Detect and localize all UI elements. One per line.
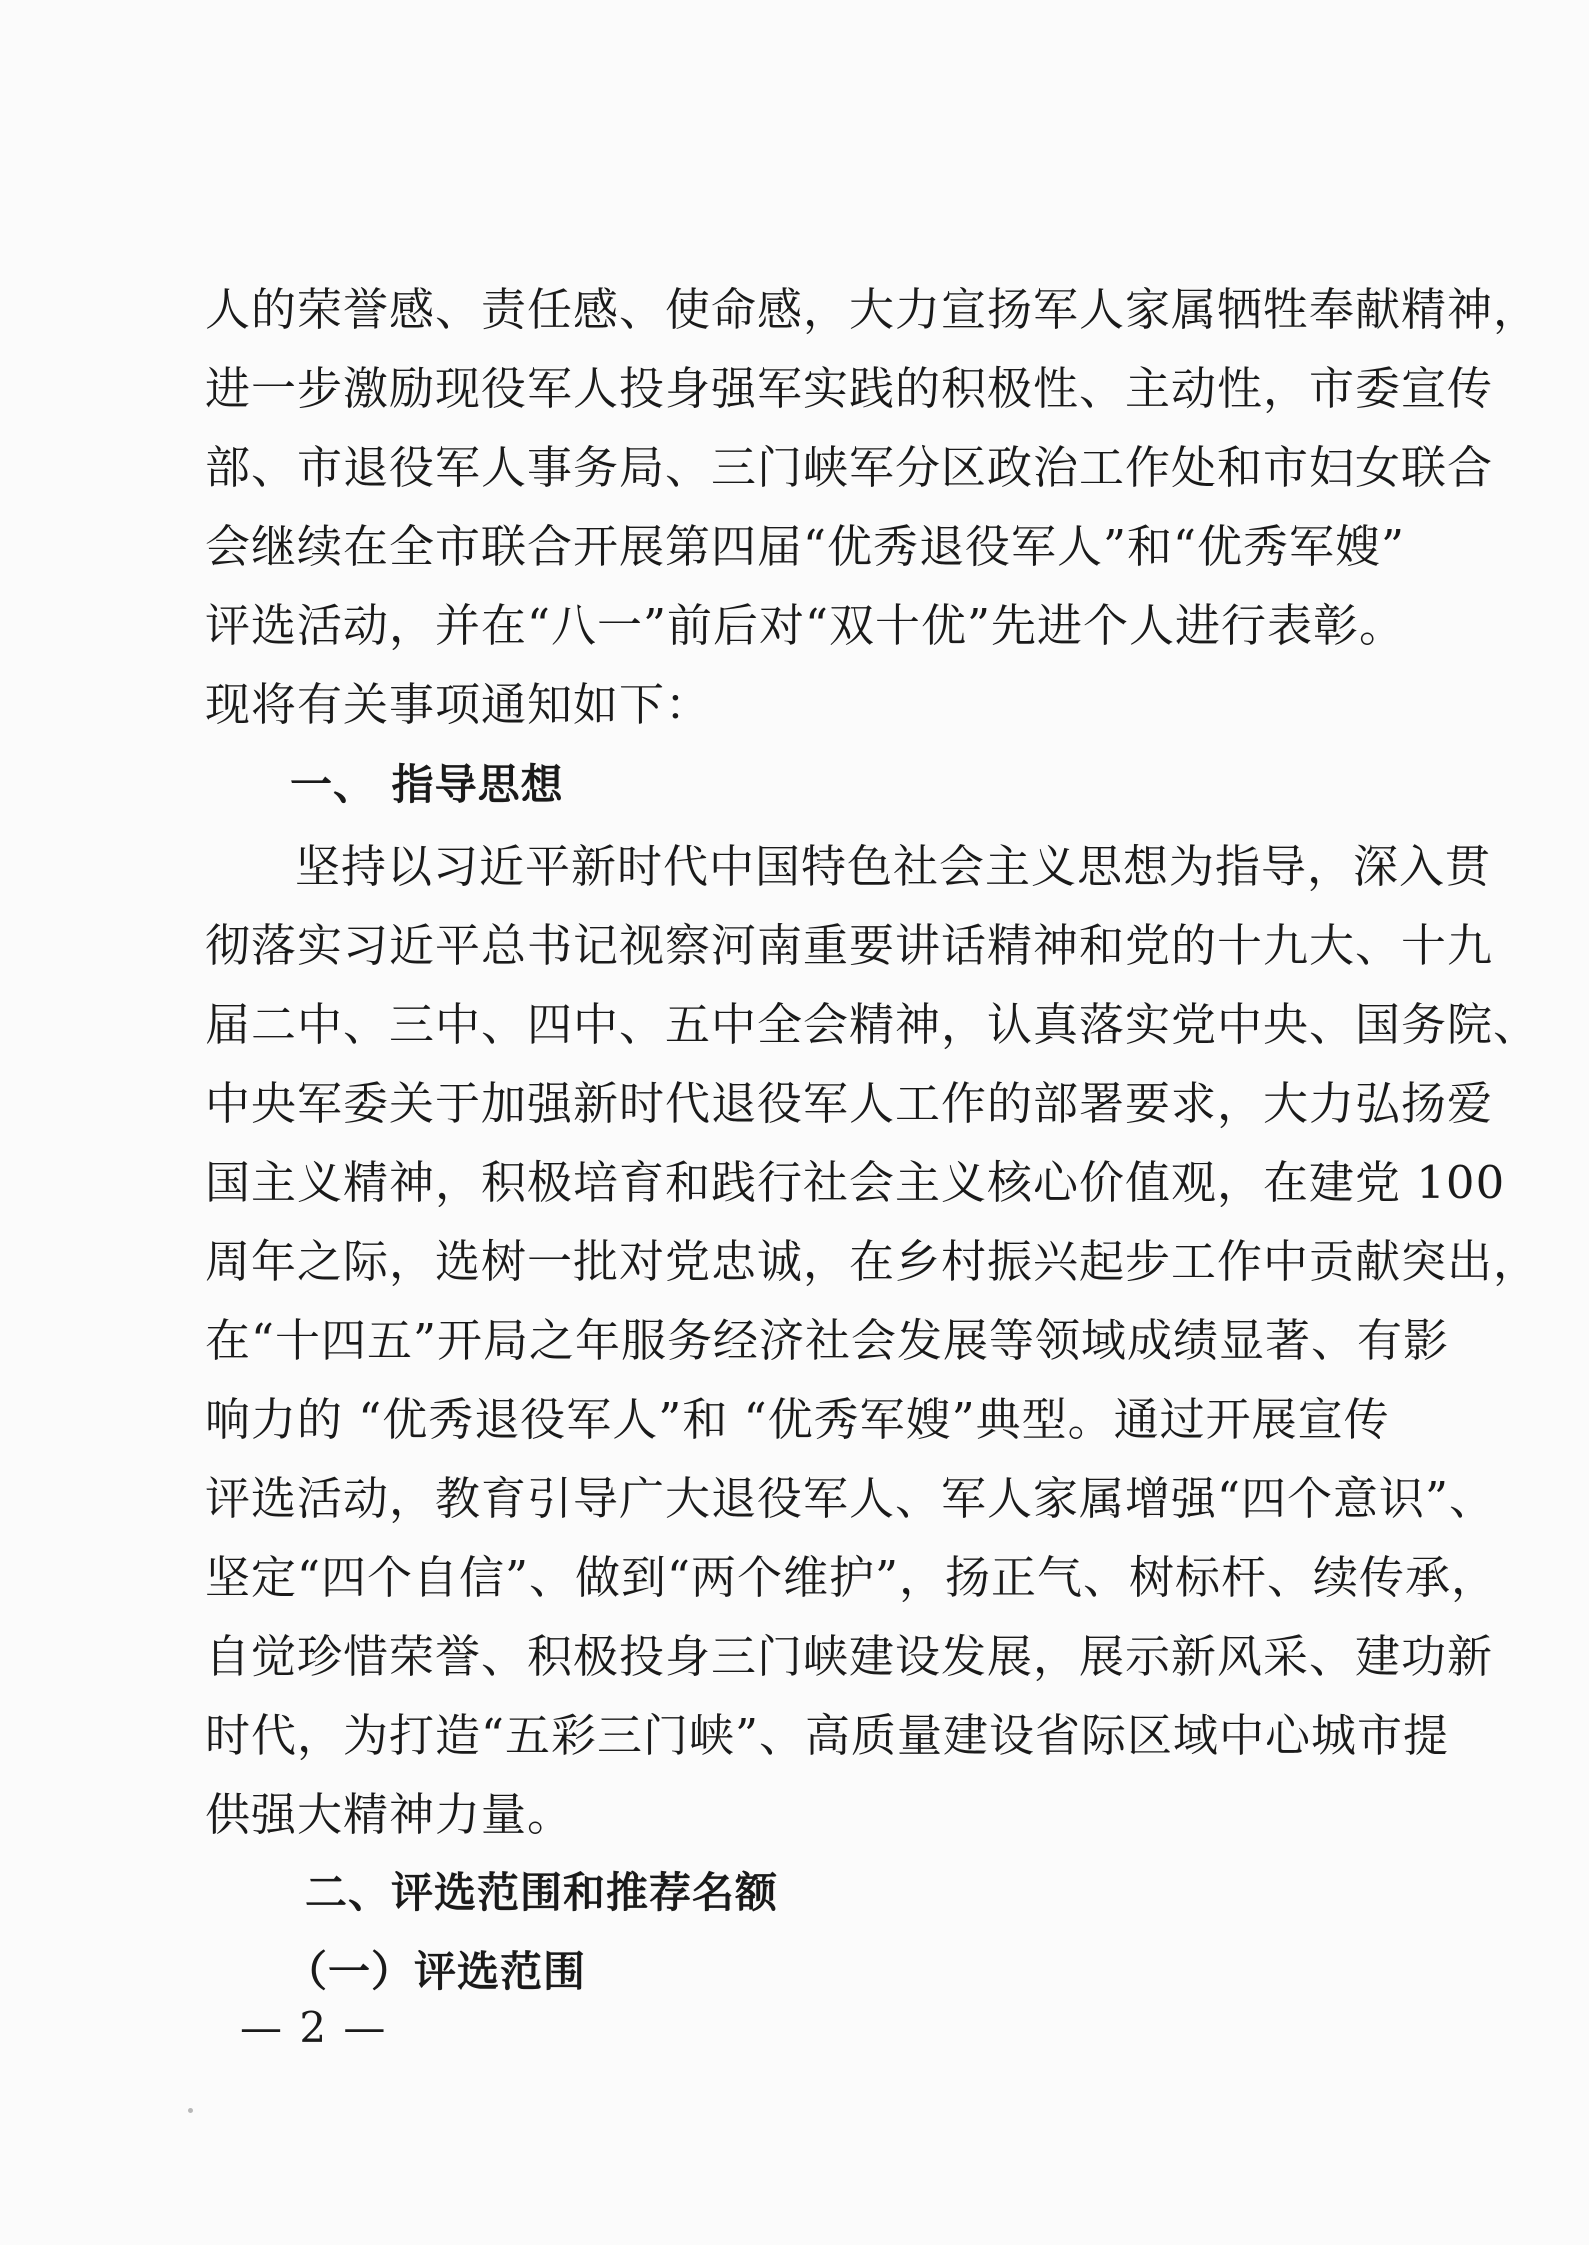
paragraph-line: 周年之际，选树一批对党忠诚，在乡村振兴起步工作中贡献突出， [205,1235,1540,1288]
text-line: 现将有关事项通知如下： [205,678,712,731]
text-line: 会继续在全市联合开展第四届“优秀退役军人”和“优秀军嫂” [205,520,1406,573]
text-line: 进一步激励现役军人投身强军实践的积极性、主动性，市委宣传 [205,362,1494,415]
paragraph-line: 评选活动，教育引导广大退役军人、军人家属增强“四个意识”、 [205,1472,1496,1525]
paragraph-line: 自觉珍惜荣誉、积极投身三门峡建设发展，展示新风采、建功新 [205,1630,1494,1683]
paragraph-line: 届二中、三中、四中、五中全会精神，认真落实党中央、国务院、 [205,998,1540,1051]
page-number: — 2 — [240,2003,388,2052]
paragraph-line: 国主义精神，积极培育和践行社会主义核心价值观，在建党 100 [205,1156,1506,1209]
subsection-heading-scope: （一）评选范围 [285,1947,587,1996]
text-line: 评选活动，并在“八一”前后对“双十优”先进个人进行表彰。 [205,599,1406,652]
paragraph-line: 坚定“四个自信”、做到“两个维护”，扬正气、树标杆、续传承， [205,1551,1498,1604]
section-heading-scope-and-quota: 二、评选范围和推荐名额 [305,1868,779,1917]
paragraph-line: 供强大精神力量。 [205,1788,574,1841]
paragraph-line: 在“十四五”开局之年服务经济社会发展等领域成绩显著、有影 [205,1314,1450,1367]
paragraph-line: 时代，为打造“五彩三门峡”、高质量建设省际区域中心城市提 [205,1709,1450,1762]
scan-speck [188,2108,193,2113]
paragraph-line: 响力的 “优秀退役军人”和 “优秀军嫂”典型。通过开展宣传 [205,1393,1390,1446]
text-line: 部、市退役军人事务局、三门峡军分区政治工作处和市妇女联合 [205,441,1494,494]
paragraph-line: 坚持以习近平新时代中国特色社会主义思想为指导，深入贯 [295,840,1492,893]
paragraph-line: 彻落实习近平总书记视察河南重要讲话精神和党的十九大、十九 [205,919,1494,972]
text-line: 人的荣誉感、责任感、使命感，大力宣扬军人家属牺牲奉献精神， [205,283,1540,336]
paragraph-line: 中央军委关于加强新时代退役军人工作的部署要求，大力弘扬爱 [205,1077,1494,1130]
section-heading-guiding-thought: 一、 指导思想 [290,760,564,809]
